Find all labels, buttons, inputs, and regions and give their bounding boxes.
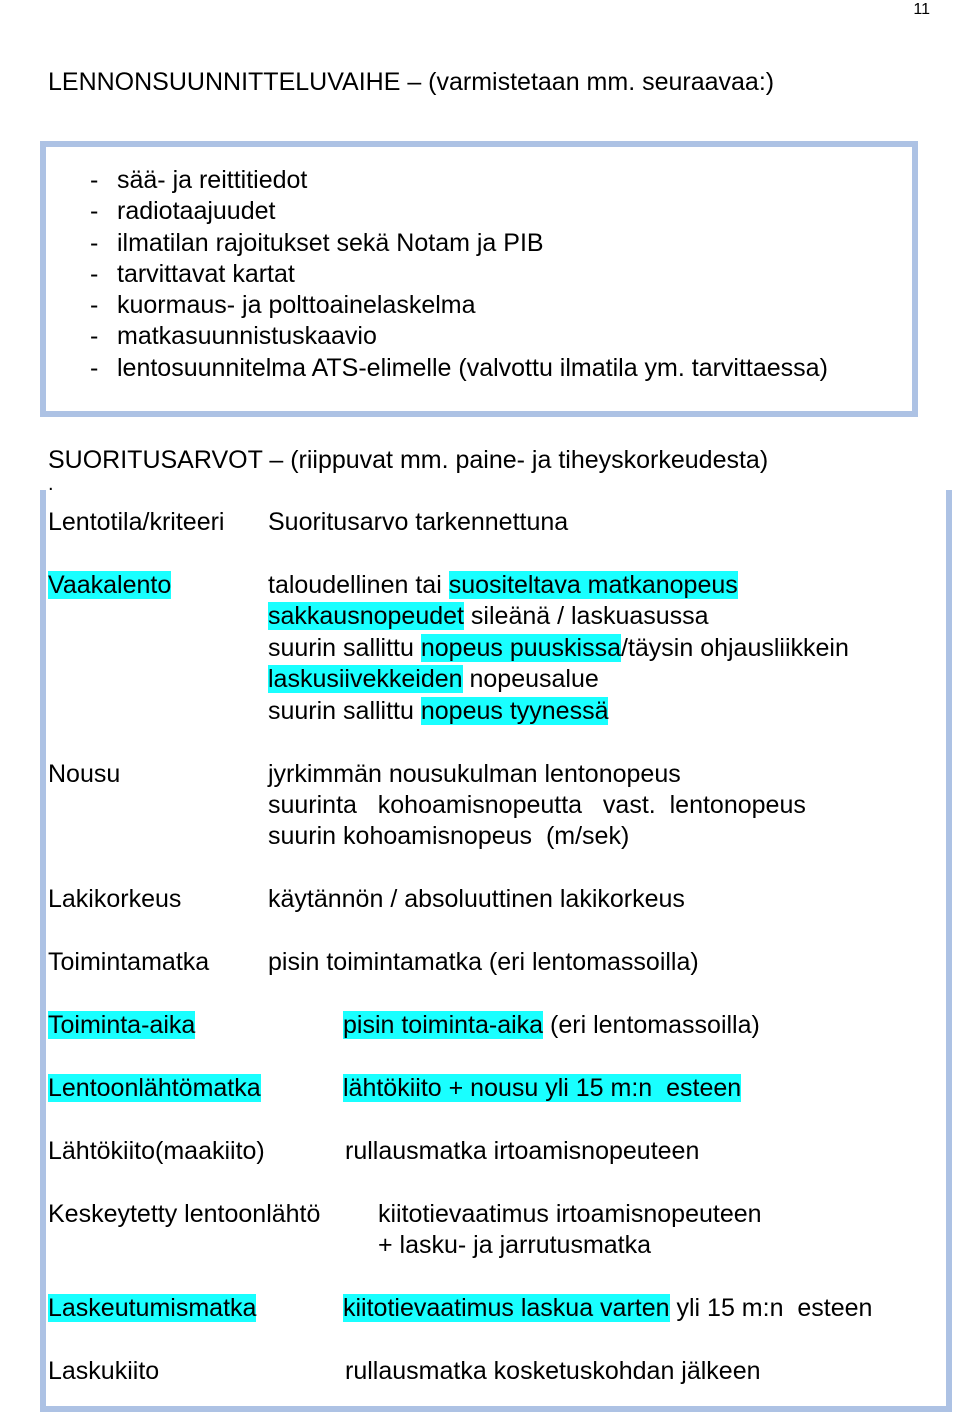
checklist: [90, 165, 828, 384]
column-header-value: Suoritusarvo tarkennettuna: [268, 508, 569, 536]
list-item: - matkasuunnistuskaavio: [90, 322, 377, 351]
nousu-line-3: suurin kohoamisnopeus (m/sek): [268, 822, 630, 850]
section-heading-suoritusarvot: SUORITUSARVOT – (riippuvat mm. paine- ja tiheyskorkeudesta): [48, 446, 769, 474]
keskeytetty-line-1: kiitotievaatimus irtoamisnopeuteen: [378, 1200, 762, 1228]
list-item: - kuormaus- ja polttoainelaskelma: [90, 291, 476, 320]
row-label-keskeytetty: Keskeytetty lentoonlähtö: [48, 1200, 321, 1228]
list-item: - radiotaajuudet: [90, 197, 276, 226]
column-header-criteria: Lentotila/kriteeri: [48, 508, 225, 536]
stray-dot: .: [48, 473, 54, 495]
page-number: 11: [913, 1, 930, 18]
section-heading-lennonsuunnittelu: LENNONSUUNNITTELUVAIHE – (varmistetaan mm. seuraavaa:): [48, 68, 775, 96]
row-label-lahtokiito: Lähtökiito(maakiito): [48, 1137, 265, 1165]
vaakalento-line-3: suurin sallittu nopeus puuskissa/täysin ohjausliikkein: [268, 634, 849, 662]
row-label-lakikorkeus: Lakikorkeus: [48, 885, 182, 913]
checklist-box: [40, 141, 918, 417]
toiminta-aika-value: pisin toiminta-aika (eri lentomassoilla): [343, 1011, 760, 1039]
vaakalento-line-4: laskusiivekkeiden nopeusalue: [268, 665, 599, 693]
laskeutumismatka-value: kiitotievaatimus laskua varten yli 15 m:n esteen: [343, 1294, 873, 1322]
row-label-toimintamatka: Toimintamatka: [48, 948, 210, 976]
nousu-line-1: jyrkimmän nousukulman lentonopeus: [268, 760, 681, 788]
list-item: - ilmatilan rajoitukset sekä Notam ja PIB: [90, 228, 544, 257]
toimintamatka-value: pisin toimintamatka (eri lentomassoilla): [268, 948, 699, 976]
row-label-laskeutumismatka: Laskeutumismatka: [48, 1294, 257, 1322]
lahtokiito-value: rullausmatka irtoamisnopeuteen: [345, 1137, 700, 1165]
keskeytetty-line-2: + lasku- ja jarrutusmatka: [378, 1231, 652, 1259]
nousu-line-2: suurinta kohoamisnopeutta vast. lentonopeus: [268, 791, 806, 819]
row-label-laskukiito: Laskukiito: [48, 1357, 160, 1385]
lakikorkeus-value: käytännön / absoluuttinen lakikorkeus: [268, 885, 685, 913]
row-label-nousu: Nousu: [48, 760, 121, 788]
vaakalento-line-5: suurin sallittu nopeus tyynessä: [268, 697, 609, 725]
list-item: - lentosuunnitelma ATS-elimelle (valvottu ilmatila ym. tarvittaessa): [90, 353, 828, 382]
lentoonlahtomatka-value: lähtökiito + nousu yli 15 m:n esteen: [343, 1074, 742, 1102]
list-item: - sää- ja reittitiedot: [90, 166, 308, 194]
vaakalento-line-2: sakkausnopeudet sileänä / laskuasussa: [268, 602, 709, 630]
row-label-lentoonlahtomatka: Lentoonlähtömatka: [48, 1074, 261, 1102]
row-label-toiminta-aika: Toiminta-aika: [48, 1011, 196, 1039]
vaakalento-line-1: taloudellinen tai suositeltava matkanopeus: [268, 571, 738, 599]
row-label-vaakalento: Vaakalento: [48, 571, 172, 599]
laskukiito-value: rullausmatka kosketuskohdan jälkeen: [345, 1357, 761, 1385]
list-item: - tarvittavat kartat: [90, 259, 295, 288]
